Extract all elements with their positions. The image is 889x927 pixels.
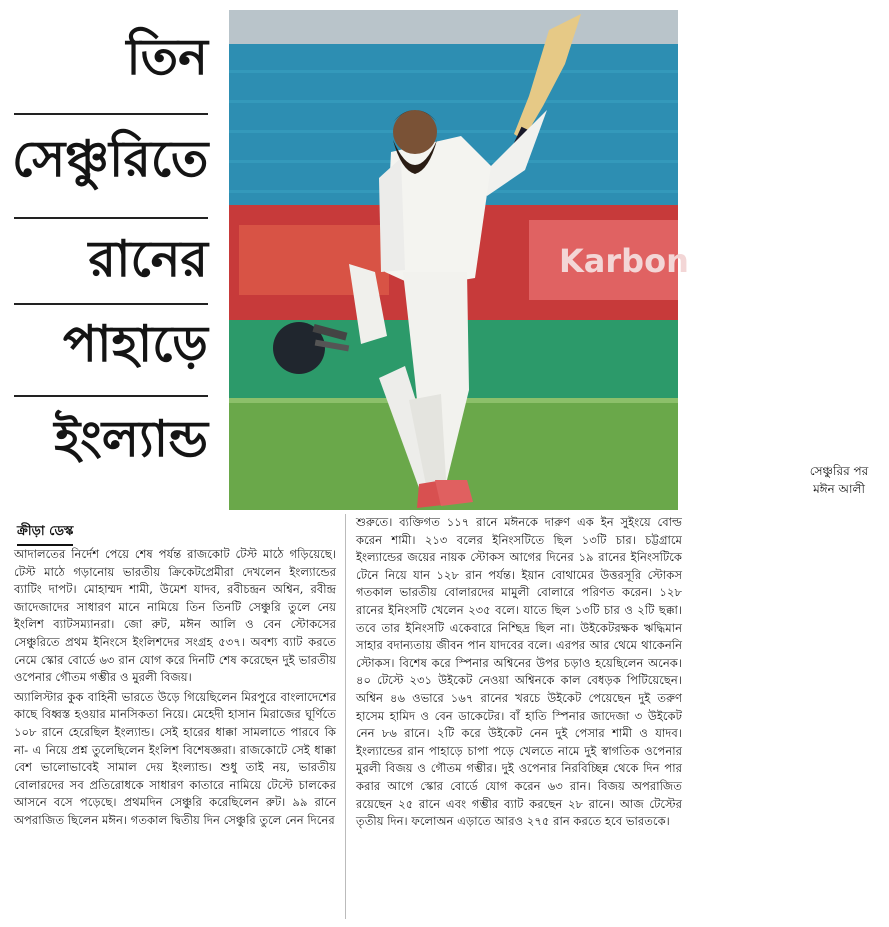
article-column-left	[14, 546, 336, 832]
article-paragraph: অ্যালিস্টার কুক বাহিনী ভারতে উড়ে গিয়েছিলেন মিরপুরে বাংলাদেশের কাছে বিধ্বস্ত হওয়ার মানসিকতা নিয়ে। মেহেদী হাসান মিরাজের ঘূর্ণিতে ১০৮ রানে হেরেছিল ইংল্যান্ড। সেই হারের ধাক্কা সামলাতে পারবে কি না- এ নিয়ে প্রশ্ন তুলেছিলেন ইংলিশ বিশেষজ্ঞরা। রাজকোটে সেই ধাক্কা বেশ ভালোভাবেই সামাল দেয় ইংল্যান্ড। শুধু তাই নয়, ভারতীয় বোলারদের সব প্রতিরোধকে সাধারণ কাতারে নামিয়ে টেস্টে চালকের আসনে বসে পড়েছে। প্রথমদিন সেঞ্চুরি করেছিলেন রুট। ৯৯ রানে অপরাজিত ছিলেন মঈন। গতকাল দ্বিতীয় দিন সেঞ্চুরি তুলে নেন দিনের	[14, 689, 336, 827]
headline-rule	[14, 113, 208, 115]
column-divider	[345, 514, 346, 919]
article-paragraph: শুরুতে। ব্যক্তিগত ১১৭ রানে মঈনকে দারুণ এক ইন সুইংয়ে বোল্ড করেন শামী। ২১৩ বলের ইনিংসটিতে ছিল ১৩টি চার। চট্টগ্রামে ইংল্যান্ডের জয়ের নায়ক স্টোকস আগের দিনের ১৯ রানের ইনিংসটিকে টেনে নিয়ে যান ১২৮ রান পর্যন্ত। ইয়ান বোথামের উত্তরসূরি স্টোকস গতকাল ভারতীয় বোলারদের মামুলী বোলারে পরিণত করেন। ১২৮ রানের ইনিংসটি খেলেন ২৩৫ বলে। যাতে ছিল ১৩টি চার ও ২টি ছক্কা। তবে তার ইনিংসটি একেবারে নিশ্ছিদ্র ছিল না। উইকেটরক্ষক ঋদ্ধিমান সাহার বদান্যতায় জীবন পান যাদবের বলে। এরপর আর থেমে থাকেননি স্টোকস। বিশেষ করে স্পিনার অশ্বিনের উপর চড়াও হয়েছিলেন অনেক। ৪০ টেস্টে ২৩১ উইকেট নেওয়া অশ্বিনকে কাল বেধড়ক পিটিয়েছেন। অশ্বিন ৪৬ ওভারে ১৬৭ রানের খরচে উইকেট পেয়েছেন দুই তরুণ হাসেম হামিদ ও বেন ডাকেটের। বাঁ হাতি স্পিনার জাদেজা ৩ উইকেট নেন ৮৬ রানে। ২টি করে উইকেট নেন দুই পেসার শামী ও যাদব। ইংল্যান্ডের রান পাহাড়ে চাপা পড়ে খেলতে নামে দুই স্বাগতিক ওপেনার মুরলী বিজয় ও গৌতম গম্ভীর। দুই ওপেনার নিরবিচ্ছিন্ন থেকে দিন পার করার আগে স্কোর বোর্ডে যোগ করেন ৬৩ রান। বিজয় অপরাজিত রয়েছেন ২৫ রানে এবং গম্ভীর ব্যাট করছেন ২৮ রানে। আজ টেস্টের তৃতীয় দিন। ফলোঅন এড়াতে আরও ২৭৫ রান করতে হবে ভারতকে।	[356, 515, 682, 829]
headline-line-4: পাহাড়ে	[63, 315, 208, 373]
ad-board-text: Karbon	[559, 242, 689, 280]
caption-line-2: মঈন আলী	[813, 482, 865, 496]
headline-rule	[14, 217, 208, 219]
headline	[12, 10, 208, 508]
headline-rule	[14, 303, 208, 305]
photo-illustration	[229, 10, 689, 510]
headline-rule	[14, 395, 208, 397]
headline-line-2: সেঞ্চুরিতে	[12, 130, 209, 188]
headline-line-1: তিন	[126, 28, 208, 86]
cricketer-photo	[229, 10, 869, 510]
headline-line-3: রানের	[88, 230, 208, 288]
caption-line-1: সেঞ্চুরির পর	[809, 464, 869, 478]
article-column-right	[356, 514, 682, 833]
headline-line-5: ইংল্যান্ড	[54, 410, 208, 468]
byline: ক্রীড়া ডেস্ক	[17, 522, 73, 546]
photo-caption	[789, 462, 889, 498]
article-paragraph: আদালতের নির্দেশ পেয়ে শেষ পর্যন্ত রাজকোট টেস্ট মাঠে গড়িয়েছে। টেস্ট মাঠে গড়ানোয় ভারতীয় ক্রিকেটপ্রেমীরা দেখলেন ইংল্যান্ডের ব্যাটিং দাপট। মোহাম্মদ শামী, উমেশ যাদব, রবীচন্দ্রন অশ্বিন, রবীন্দ্র জাদেজাদের সাধারণ মানে নামিয়ে তিন তিনটি সেঞ্চুরি তুলে নেয় ইংলিশ ব্যাটসম্যানরা। জো রুট, মঈন আলি ও বেন স্টোকসের সেঞ্চুরিতে প্রথম ইনিংসে ইংলিশদের সংগ্রহ ৫৩৭। অবশ্য ব্যাট করতে নেমে স্কোর বোর্ডে ৬৩ রান যোগ করে দিনটি শেষ করেছেন দুই ভারতীয় ওপেনার গৌতম গম্ভীর ও মুরলী বিজয়।	[14, 547, 336, 685]
